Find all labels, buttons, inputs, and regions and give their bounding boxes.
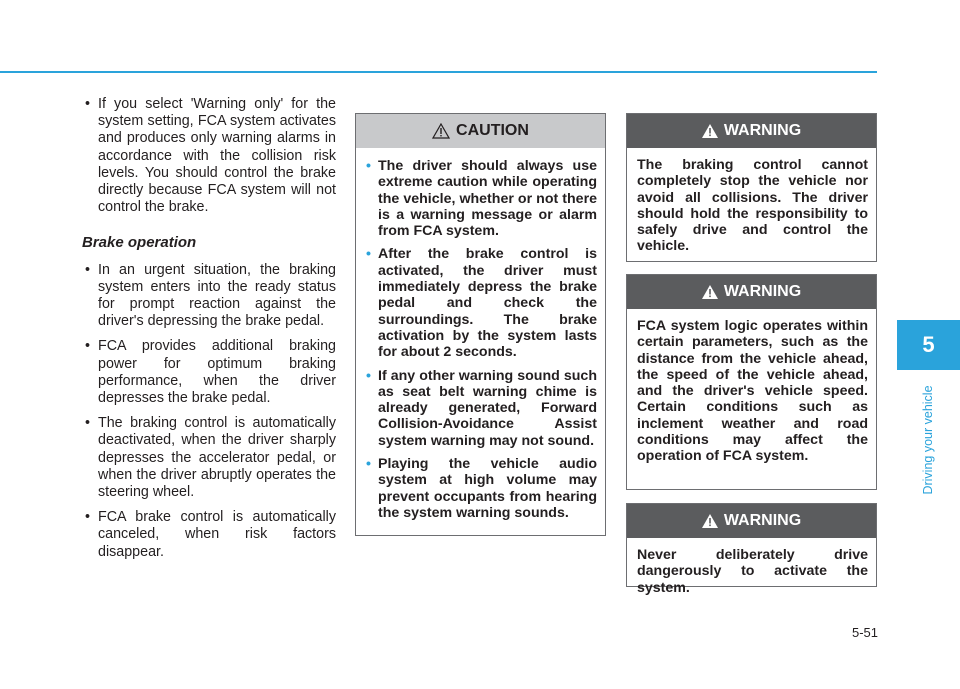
list-item: • In an urgent situation, the braking system enters into the ready status for prompt reaction against the driver's depressing the brake pedal. (82, 262, 336, 331)
caution-triangle-icon (432, 123, 450, 139)
caution-title: CAUTION (456, 122, 529, 139)
list-item: • FCA brake control is automatically canceled, when risk factors disappear. (82, 509, 336, 561)
list-item: • After the brake control is activated, the driver must immediately depress the brake pedal and check the surroundings. The brake activation by the system lasts for about 2 seconds. (366, 246, 597, 360)
list-item: • If you select 'Warning only' for the system setting, FCA system activates and produces only warning alarms in accordance with the collision risk levels. You should control the brake directly because FCA system will not control the brake. (82, 96, 336, 216)
warning-box (626, 503, 877, 596)
left-column (82, 96, 336, 569)
warning-text: FCA system logic operates within certain parameters, such as the distance from the vehicle ahead, the speed of the vehicle ahead, and the driver's vehicle speed. Certain conditions such as inclement weather and road conditions may affect the operation of FCA system. (637, 318, 868, 465)
chapter-number-tab: 5 (897, 320, 960, 370)
warning-title: WARNING (723, 512, 802, 529)
page-number: 5-51 (851, 625, 878, 640)
warning-header (627, 504, 876, 538)
warning-title: WARNING (723, 122, 802, 139)
warning-header (627, 114, 876, 148)
warning-triangle-icon (702, 514, 718, 528)
warning-title: WARNING (723, 283, 802, 300)
top-rule (0, 71, 877, 73)
list-item: • The driver should always use extreme caution while operating the vehicle, whether or not there is a warning message or alarm from FCA system. (366, 158, 597, 239)
warning-text: Never deliberately drive dangerously to activate the system. (637, 547, 868, 596)
caution-box (355, 113, 606, 536)
list-item: • FCA provides additional braking power for optimum braking performance, when the driver depresses the brake pedal. (82, 338, 336, 407)
list-item: • If any other warning sound such as seat belt warning chime is already generated, Forward Collision-Avoidance Assist system warning may not sound. (366, 368, 597, 449)
warning-triangle-icon (702, 285, 718, 299)
warning-triangle-icon (702, 124, 718, 138)
section-heading: Brake operation (82, 234, 197, 252)
warning-header (627, 275, 876, 309)
chapter-label: Driving your vehicle (921, 385, 935, 495)
warning-box (626, 274, 877, 490)
warning-box (626, 113, 877, 262)
list-item: • Playing the vehicle audio system at high volume may prevent occupants from hearing the system warning sounds. (366, 456, 597, 521)
list-item: • The braking control is automatically deactivated, when the driver sharply depresses the accelerator pedal, or when the driver abruptly operates the steering wheel. (82, 415, 336, 501)
warning-text: The braking control cannot completely stop the vehicle nor avoid all collisions. The driver should hold the responsibility to safely drive and control the vehicle. (637, 157, 868, 255)
caution-header (356, 114, 605, 148)
